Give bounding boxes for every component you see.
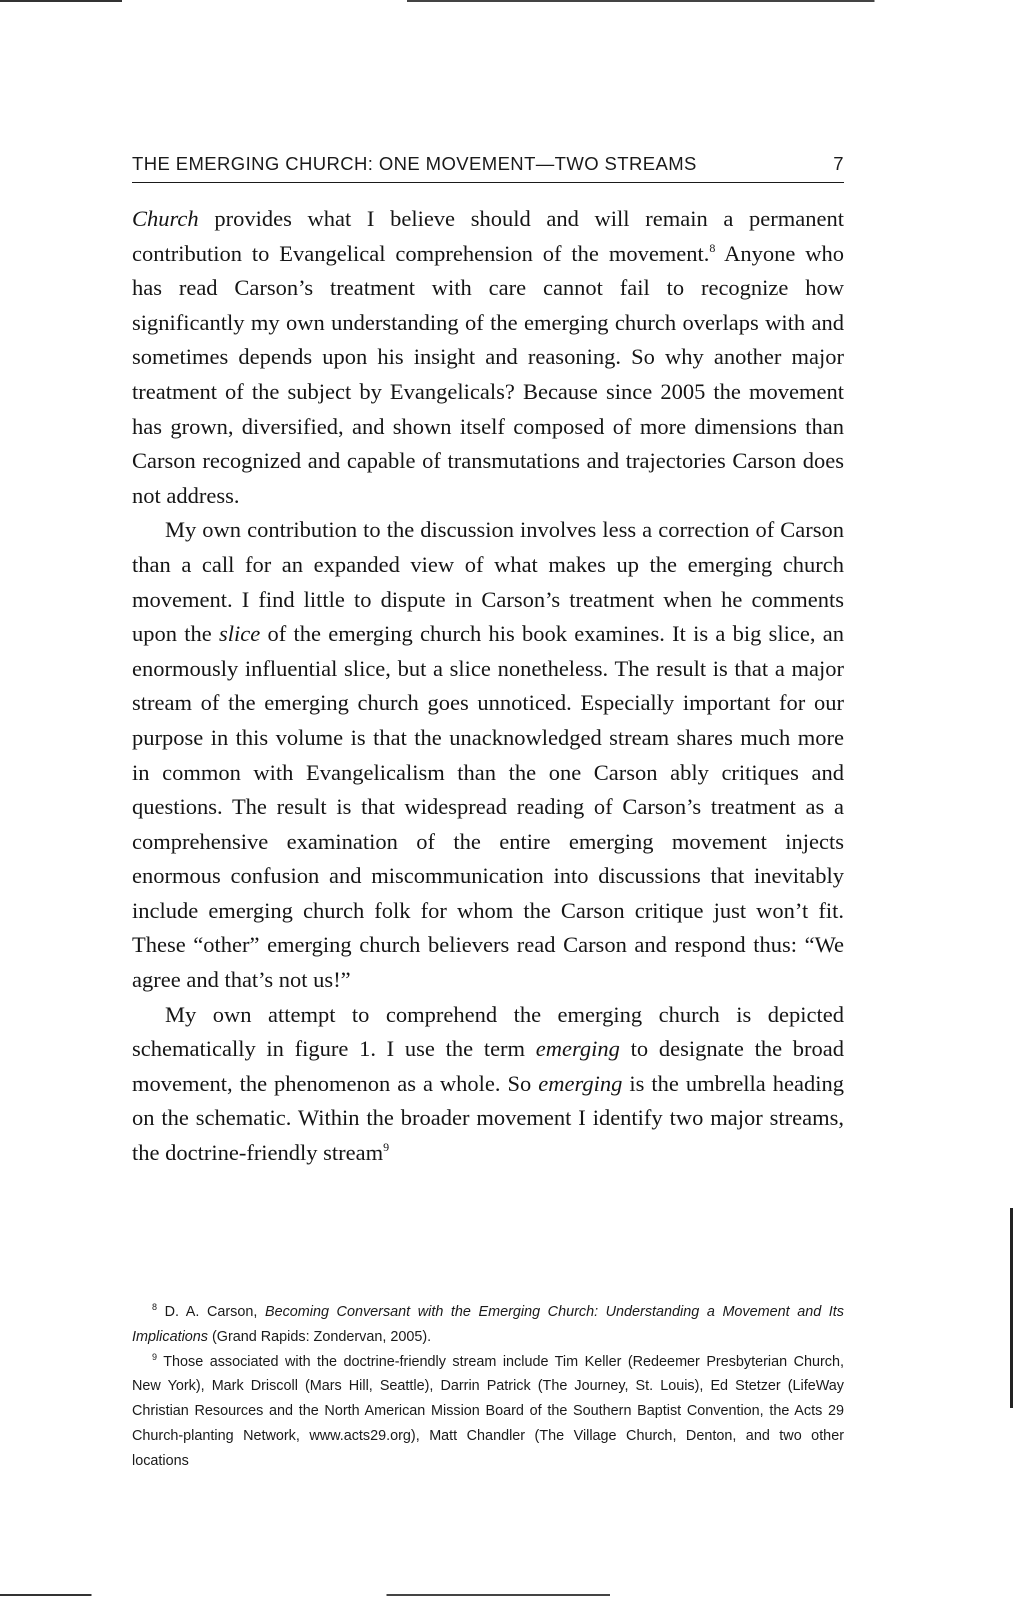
emphasis-emerging-2: emerging [538, 1070, 623, 1096]
paragraph-3-a: My own attempt to comprehend the emerging church is depicted schematically in figure 1. I use the term [132, 1001, 844, 1062]
paragraph-2-b: of the emerging church his book examines. It is a big slice, an enormously influential slice, but a slice nonetheless. The result is that a major stream of the emerging church goes unnoticed. Especially important for our purpose in this volume is that the unacknowledged stream shares much more in common with Evangelicalism than the one Carson ably critiques and questions. The result is that widespread reading of Carson’s treatment as a comprehensive examination of the entire emerging movement injects enormous confusion and miscommunication into discussions that inevitably include emerging church folk for whom the Carson critique just won’t fit. These “other” emerging church believers read Carson and respond thus: “We agree and that’s not us!” [132, 621, 844, 993]
footnote-ref-8[interactable]: 8 [709, 240, 716, 255]
paragraph-3 [132, 998, 844, 1171]
page-edge-mark [1010, 1208, 1013, 1408]
body-text [132, 202, 844, 1171]
footnote-9-text: Those associated with the doctrine-friendly stream include Tim Keller (Redeemer Presbyterian Church, New York), Mark Driscoll (Mars Hill, Seattle), Darrin Patrick (The Journey, St. Louis), Ed Stetzer (LifeWay Christian Resources and the North American Mission Board of the Southern Baptist Convention, the Acts 29 Church-planting Network, www.acts29.org), Matt Chandler (The Village Church, Denton, and two other locations [132, 1353, 844, 1469]
footnotes [132, 1300, 844, 1474]
footnote-9 [132, 1350, 844, 1474]
page-top-edge [0, 0, 1017, 2]
footnote-marker: 8 [152, 1302, 158, 1312]
footnote-8-title: Becoming Conversant with the Emerging Church: Understanding a Movement and Its Implications [132, 1304, 844, 1345]
paragraph-1-text: provides what I believe should and will remain a permanent contribution to Evangelical comprehension of the movement. [132, 206, 844, 266]
paragraph-2 [132, 513, 844, 997]
page-number: 7 [833, 153, 844, 174]
footnote-8-publication: (Grand Rapids: Zondervan, 2005). [207, 1328, 432, 1345]
emphasis-emerging-1: emerging [535, 1036, 620, 1062]
emphasis-slice: slice [219, 621, 261, 647]
footnote-marker: 9 [152, 1351, 158, 1362]
page-bottom-edge [0, 1594, 1017, 1596]
running-head-title: THE EMERGING CHURCH: ONE MOVEMENT—TWO STREAMS [132, 153, 697, 174]
footnote-8-author: D. A. Carson, [164, 1304, 265, 1320]
paragraph-3-b: to designate the broad movement, the phenomenon as a whole. So [132, 1036, 845, 1096]
paragraph-1-rest: Anyone who has read Carson’s treatment with care cannot fail to recognize how significantly my own understanding of the emerging church overlaps with and sometimes depends upon his insight and reasoning. So why another major treatment of the subject by Evangelicals? Because since 2005 the movement has grown, diversified, and shown itself composed of more dimensions than Carson recognized and capable of transmutations and trajectories Carson does not address. [132, 240, 844, 508]
book-title-tail: Church [132, 206, 199, 231]
running-header [132, 150, 844, 183]
paragraph-3-c: is the umbrella heading on the schematic. Within the broader movement I identify two major streams, the doctrine-friendly stream [132, 1070, 844, 1166]
paragraph-2-a: My own contribution to the discussion involves less a correction of Carson than a call for an expanded view of what makes up the emerging church movement. I find little to dispute in Carson’s treatment when he comments upon the [132, 517, 844, 647]
footnote-8 [132, 1300, 844, 1350]
footnote-ref-9[interactable]: 9 [383, 1140, 390, 1155]
paragraph-1 [132, 202, 844, 513]
